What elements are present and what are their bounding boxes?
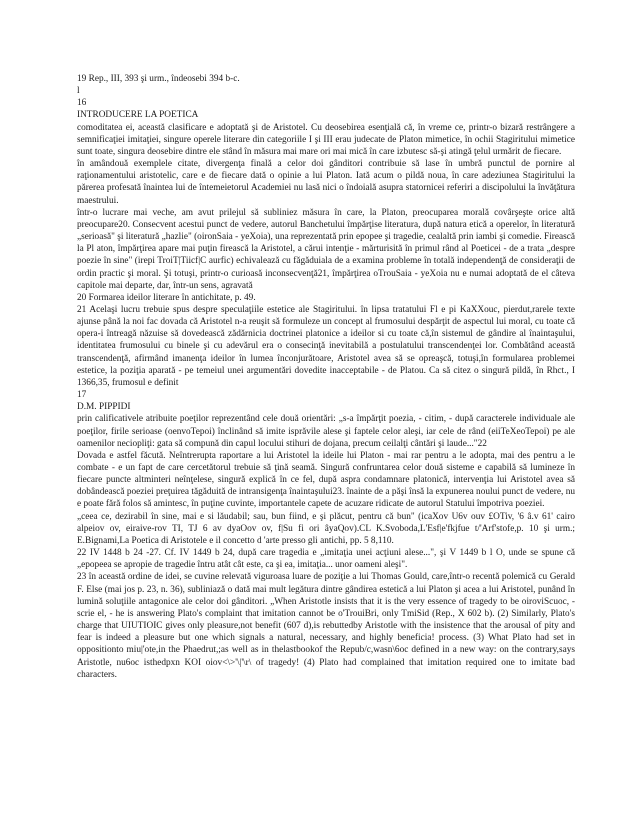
footnote-20: 20 Formarea ideilor literare în antichitate, p. 49. — [77, 292, 256, 303]
stray-mark: l — [77, 86, 80, 97]
footnote-22: 22 IV 1448 b 24 -27. Cf. IV 1449 b 24, după care tragedia e „imitaţia unei acţiuni alese...", şi V 1449 b l O, unde se spune că „epopeea se apropie de tragedie întru atât cât este, ca şi ea, imitaţia... unor oameni aleşi". — [77, 548, 575, 571]
running-header: INTRODUCERE LA POETICA — [77, 110, 199, 121]
paragraph: în amândouă exemplele citate, divergenţa finală a celor doi gânditori contribuie să lase în umbră punctul de pornire al raţionamentului aristotelic, care e de fiecare dată o opinie a lui Platon. Iată acum o pildă noua, în care adeziunea Stagiritului la părerea profesată înaintea lui de întemeietorul Academiei nu lasă nici o îndoială asupra statornicei referiri a discipolului la învăţătura maestrului. — [77, 159, 575, 206]
running-header-author: D.M. PIPPIDI — [77, 402, 131, 413]
footnote-19: 19 Rep., III, 393 şi urm., îndeosebi 394 b-c. — [77, 74, 240, 84]
paragraph: prin calificativele atribuite poeţilor reprezentând cele două orientări: „s-a împărţit poezia, - citim, - după caracterele individuale ale poeţilor, firile serioase (oenvoTepoi) înclinând să imite isprăvile alese şi faptele celor aleşi, iar cele de rând (eiiTeXeoTepoi) pe ale oamenilor neciopliţi: gata să compună din capul locului stihuri de dojana, precum ceilalţi cântări şi laude..."22 — [77, 414, 575, 449]
page-number-17: 17 — [77, 390, 87, 401]
footnote-23: 23 în această ordine de idei, se cuvine relevată viguroasa luare de poziţie a lui Thomas Gould, care,într-o recentă polemică cu Gerald F. Else (mai jos p. 23, n. 36), subliniază o dată mai mult legătura dintre gândirea estetică a lui Platon şi acea a lui Aristotel, punând în lumină soluţiile antagonice ale celor doi gânditori. „When Aristotle insists that it is the very essence of tragedy to be oiroviScuoc, - scrie el, - he is answering Plato's complaint that imitation cannot be o'TrouiBri, only TmiSid (Rep., X 602 b). (2) Similarly, Plato's charge that UIUTIOIC gives only pleasure,not benefit (607 d),is rebuttedby Aristotle with the insistence that the arousal of pity and fear is indeed a pleasure but one which signals a natural, necessary, and highly beneficia! process. (3) What Plato had set in oppositionto miu|'ote,in the Phaedrut,;as well as in thelastbookof the Repub/c,wasn\6oc defined in a new way: on the contrary,says Aristotle, nu6oc isthedpxn KOI oiov<\>'\|'\r\ of tragedy! (4) Plato had complained that imitation required one to imitate bad characters. — [77, 572, 575, 680]
document-page — [77, 73, 575, 681]
paragraph: comoditatea ei, această clasificare e adoptată şi de Aristotel. Cu deosebirea esenţială că, în vreme ce, printr-o bizară restrângere a semnificaţiei imitaţiei, singure operele literare din categoriile I şi III erau judecate de Platon mimetice, în ochii Stagiritului mimetice sunt toate, singura deosebire dintre ele stând în măsura mai mare ori mai mică în care izbutesc să-şi atingă ţelul urmărit de fiecare. — [77, 122, 575, 157]
paragraph: într-o lucrare mai veche, am avut prilejul să subliniez măsura în care, la Platon, preocuparea morală covârşeşte orice altă preocupare20. Consecvent acestui punct de vedere, autorul Banchetului împărţise literatura, după natura etică a operelor, în literatură „serioasă" şi literatură „hazlie" (oironSaia - yeXoia), una reprezentată prin epopee şi tragedie, cealaltă prin iambi şi comedie. Firească la Pl aton, împărţirea apare mai puţin firească la Aristotel, a cărui intenţie - mărturisită în primul rând al Poeticei - de a trata „despre poezie în sine" (irepi TroiT|Tiicf|C aurfic) echivalează cu făgăduiala de a examina probleme în totală independenţă de consideraţii de ordin practic şi moral. Şi totuşi, printr-o curioasă inconsecvenţă21, împărţirea oTrouSaia - yeXoia nu e numai adoptată de el câteva capitole mai departe, dar, într-un sens, agravată — [77, 207, 575, 291]
page-number-16: 16 — [77, 98, 87, 109]
paragraph: Dovada e astfel făcută. Neîntrerupta raportare a lui Aristotel la ideile lui Platon - mai rar pentru a le adopta, mai des pentru a le combate - e un fapt de care cercetătorul trebuie să ţină seamă. Singură confruntarea celor două sisteme e capabilă să lumineze în fiecare puncte altminteri neînţelese, singură explică în ce fel, după aspra condamnare platonică, intervenţia lui Aristotel avea să dobândească poeziei preţuirea tăgăduită de intransigenţa înaintaşului23. înainte de a păşi însă la expunerea noului punct de vedere, nu e poate fără folos să amintesc, în puţine cuvinte, importantele capete de acuzare ridicate de autorul Statului împotriva poeziei. — [77, 450, 575, 510]
footnote-continuation: „ceea ce, dezirabil în sine, mai e si lăudabil; sau, bun fiind, e şi plăcut, pentru că bun" (icaXov U6v ouv £OTiv, '6 â.v 61' cairo alpeiov ov, eiraive-rov TI, TJ 6 av dyaOov ov, f|Su fi ori âyaQov).CL K.Svoboda,L'Esf|e'fkjfue t/'Arf'stofe,p. 10 şi urm.; E.Bignami,La Poetica di Aristotele e il concetto d 'arte presso gli antichi, pp. 5 8,110. — [77, 511, 575, 546]
footnote-21: 21 Acelaşi lucru trebuie spus despre speculaţiile estetice ale Stagiritului. în lipsa tratatului Fl e pi KaXXouc, pierdut,rarele texte ajunse până la noi fac dovada că Aristotel n-a reuşit să formuleze un concept al frumosului despărţit de aspectul lui moral, cu toate că opera-i întreagă năzuise să dovedească zădărnicia doctrinei platonice a ideilor si cu toate că,în sistemul de gândire al înaintaşului, identitatea frumosului cu binele şi cu adevărul era o consecinţă inevitabilă a postulatului transcendenţei lor. Combătând această transcendenţă, afirmând imanenţa ideilor în lumea înconjurătoare, Aristotel avea să se opreaşcă, totuşi,în formularea problemei estetice, la poziţia aparată - pe temeiul unei argumentări dovedite inacceptabile - de Platou. Ca să citez o singură pildă, în Rhct., I 1366,35, frumosul e definit — [77, 304, 575, 388]
